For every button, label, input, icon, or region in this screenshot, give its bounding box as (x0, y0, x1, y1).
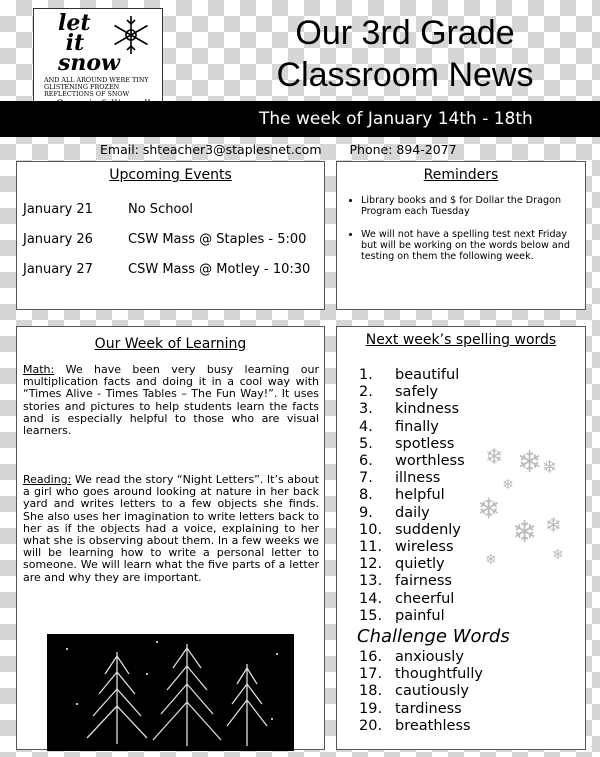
challenge-word: anxiously (395, 649, 464, 666)
list-item (359, 487, 510, 504)
list-item (359, 522, 510, 539)
spelling-word: painful (395, 607, 445, 624)
spelling-word: worthless (395, 453, 465, 470)
word-number: 15. (359, 607, 383, 624)
snowflake-icon: ❄ (512, 515, 538, 550)
reading-paragraph (23, 474, 319, 584)
snowflake-icon (109, 13, 153, 57)
spelling-word: cheerful (395, 590, 455, 607)
logo-headline: let it snow (58, 10, 120, 76)
list-item (359, 367, 510, 384)
spelling-word: safely (395, 384, 439, 401)
word-number: 14. (359, 590, 383, 607)
event-text: No School (128, 202, 193, 217)
snowflake-icon: ❄ (552, 547, 564, 563)
spelling-word: finally (395, 418, 439, 435)
list-item (359, 666, 510, 683)
word-number: 4. (359, 418, 373, 435)
page-title (225, 12, 585, 96)
snowflake-icon: ❄ (517, 445, 543, 480)
word-number: 7. (359, 470, 373, 487)
list-item (359, 591, 510, 608)
week-of-learning-box (16, 326, 325, 750)
event-date: January 21 (23, 202, 93, 217)
event-row (23, 262, 310, 277)
list-item (359, 573, 510, 590)
list-item (359, 436, 510, 453)
list-item (359, 701, 510, 718)
list-item (359, 505, 510, 522)
list-item (359, 649, 510, 666)
contact-line (100, 142, 457, 157)
list-item (359, 718, 510, 735)
word-number: 8. (359, 487, 373, 504)
math-text: We have been very busy learning our multiplication facts and doing it in a cool way with “Times Alive - Times Tables – The Fun Way!”. It uses stories and pictures to help students learn the facts and is especially helpful to those who are visual learners. (23, 363, 319, 438)
spelling-word: helpful (395, 487, 445, 504)
math-paragraph (23, 364, 319, 437)
word-number: 16. (359, 649, 383, 666)
word-number: 2. (359, 384, 373, 401)
challenge-word: breathless (395, 717, 471, 734)
snowflake-icon: ❄ (485, 445, 504, 470)
spelling-word: fairness (395, 573, 452, 590)
word-number: 11. (359, 539, 383, 556)
spelling-word: spotless (395, 435, 455, 452)
word-number: 9. (359, 504, 373, 521)
list-item (359, 453, 510, 470)
challenge-word: tardiness (395, 700, 462, 717)
spelling-word: daily (395, 504, 430, 521)
reminders-title: Reminders (423, 167, 499, 183)
snowflake-icon: ❄ (477, 492, 501, 525)
spelling-word: wireless (395, 539, 454, 556)
word-number: 13. (359, 573, 383, 590)
word-number: 5. (359, 435, 373, 452)
week-banner (0, 101, 600, 137)
word-number: 10. (359, 521, 383, 538)
math-label: Math: (23, 363, 55, 376)
challenge-word: thoughtfully (395, 666, 483, 683)
spelling-list (359, 367, 510, 735)
snowflake-icon: ❄ (485, 552, 497, 568)
title-line-1: Our 3rd Grade (295, 14, 515, 52)
snowy-trees-image (47, 634, 294, 751)
snowflake-icon: ❄ (542, 457, 558, 478)
list-item (359, 539, 510, 556)
reminder-item: • We will not have a spelling test next Friday but will be working on the words below and testing on them the following week. (361, 229, 581, 262)
list-item (359, 419, 510, 436)
event-row (23, 232, 306, 247)
title-line-2: Classroom News (276, 56, 534, 94)
list-item (359, 470, 510, 487)
reading-text: We read the story “Night Letters”. It’s about a girl who goes around looking at nature in her back yard and writes letters to a few objects she finds. She also uses her imagination to write letters back to her as if the objects had a voice, explaining to her what she is observing about them. In a few weeks we will be learning how to write a personal letter to someone. We will learn what the five parts of a letter are and why they are important. (23, 473, 319, 584)
reminder-item: • Library books and $ for Dollar the Dragon Program each Tuesday (361, 195, 581, 217)
spelling-word: kindness (395, 401, 460, 418)
word-number: 19. (359, 700, 383, 717)
event-row (23, 202, 193, 217)
snowflake-icon: ❄ (545, 513, 562, 537)
phone-text: Phone: 894-2077 (349, 142, 457, 157)
logo-poem: AND ALL AROUND WERE TINY GLISTENING FROZEN REFLECTIONS OF SNOW (44, 76, 149, 98)
word-number: 6. (359, 453, 373, 470)
reminders-box (336, 161, 586, 310)
events-title: Upcoming Events (109, 167, 232, 183)
spelling-title: Next week’s spelling words (365, 332, 557, 348)
learning-title: Our Week of Learning (94, 336, 247, 352)
spelling-word: beautiful (395, 367, 460, 383)
challenge-words-heading: Challenge Words (357, 626, 510, 648)
challenge-word: cautiously (395, 683, 469, 700)
word-number: 18. (359, 683, 383, 700)
word-number: 3. (359, 401, 373, 418)
event-text: CSW Mass @ Staples - 5:00 (128, 232, 307, 247)
snowy-trees-drawing (47, 634, 294, 751)
email-text: Email: shteacher3@staplesnet.com (100, 142, 322, 157)
word-number: 20. (359, 717, 383, 734)
reading-label: Reading: (23, 473, 72, 486)
spelling-words-box (336, 326, 586, 750)
spelling-word: suddenly (395, 521, 461, 538)
list-item (359, 556, 510, 573)
word-number: 17. (359, 666, 383, 683)
spelling-word: illness (395, 470, 441, 487)
snowflake-icon: ❄ (502, 477, 514, 493)
word-number: 1. (359, 367, 373, 383)
list-item (359, 683, 510, 700)
reminders-list (357, 195, 581, 262)
word-number: 12. (359, 556, 383, 573)
event-date: January 26 (23, 232, 93, 247)
list-item (359, 608, 510, 625)
upcoming-events-box (16, 161, 325, 310)
list-item (359, 384, 510, 401)
week-text: The week of January 14th - 18th (259, 109, 533, 129)
event-text: CSW Mass @ Motley - 10:30 (128, 262, 311, 277)
event-date: January 27 (23, 262, 93, 277)
spelling-word: quietly (395, 556, 445, 573)
list-item (359, 401, 510, 418)
